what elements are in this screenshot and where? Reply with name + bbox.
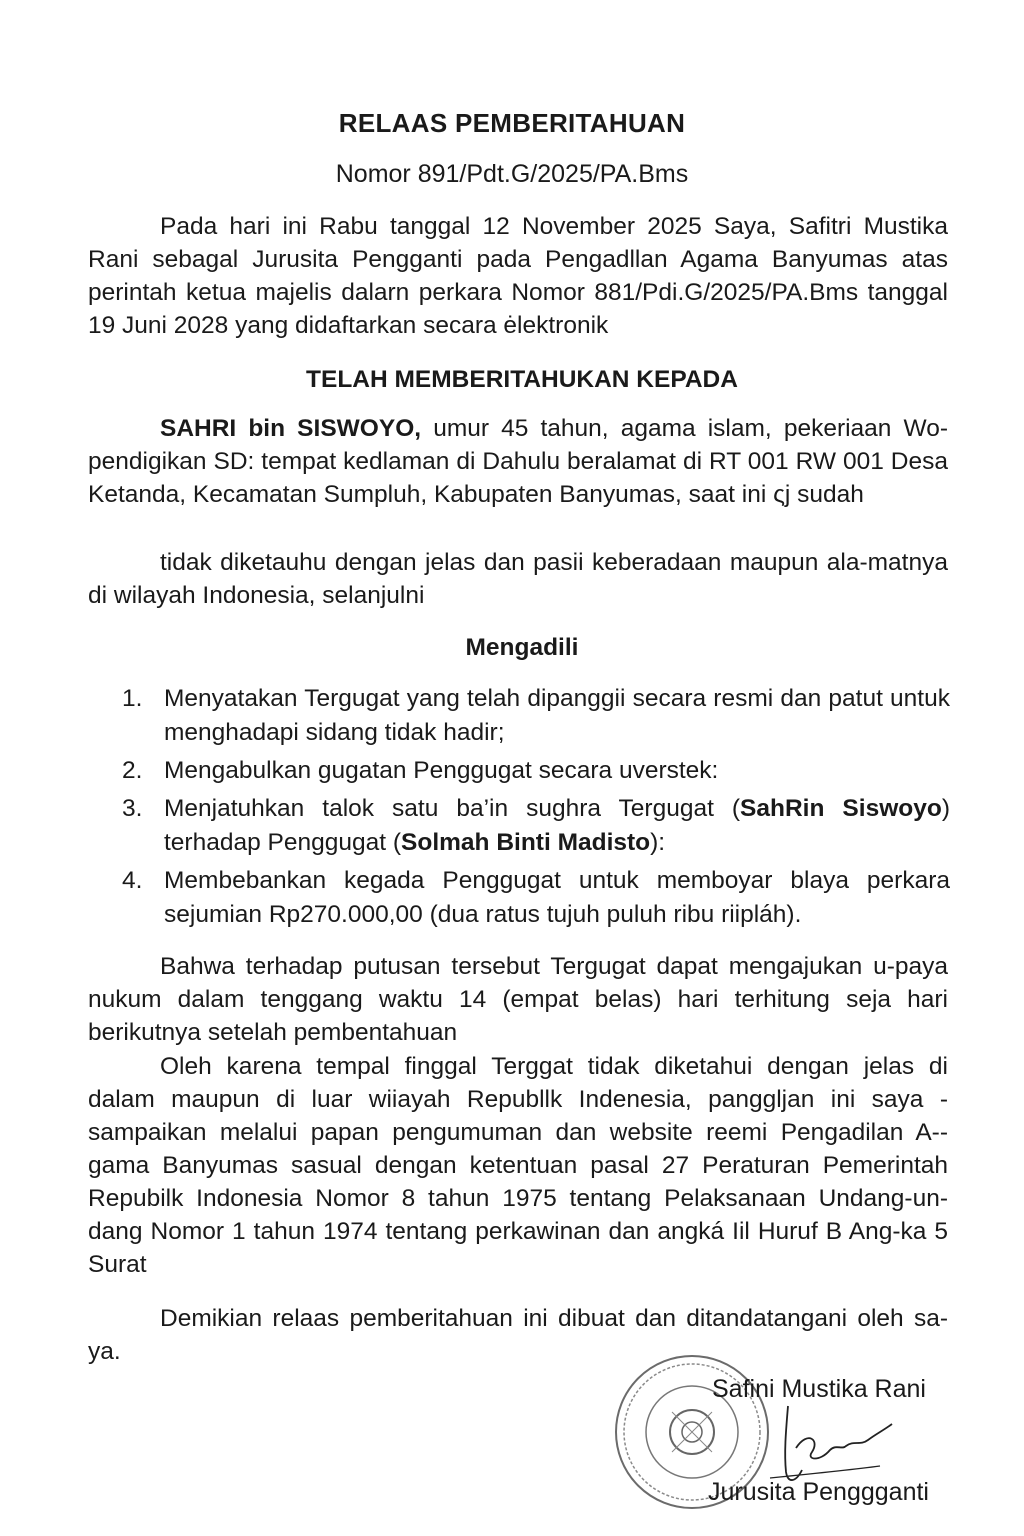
ruling-text: Menyatakan Tergugat yang telah dipanggii secara resmi dan patut untuk menghadapi sidang tidak hadir; — [164, 685, 950, 746]
signatory-name: Safini Mustika Rani — [712, 1375, 926, 1403]
ruling-text: Membebankan kegada Penggugat untuk memboyar blaya perkara sejumian Rp270.000,00 (dua ratus tujuh puluh ribu riipláh). — [164, 867, 950, 928]
party-description: umur 45 tahun, agama islam, pekeriaan Wo-pendigikan SD: tempat kedlaman di Dahulu beralamat di RT 001 RW 001 Desa Ketanda, Kecamatan Sumpluh, Kabupaten Banyumas, saat ini ςj sudah — [88, 415, 949, 508]
document-title: RELAAS PEMBERITAHUAN — [338, 108, 686, 138]
ruling-text: Menjatuhkan talok satu ba’in sughra Tergugat ( — [164, 795, 741, 822]
party-paragraph — [88, 412, 948, 511]
party-continuation: tidak diketauhu dengan jelas dan pasii keberadaan maupun ala-matnya di wilayah Indonesia, selanjulni — [88, 549, 948, 609]
ruling-number: 2. — [122, 757, 143, 784]
ruling-item — [120, 864, 950, 932]
ruling-list — [120, 682, 950, 936]
ruling-number: 4. — [122, 867, 143, 894]
defendant-name: SahRin Siswoyo — [740, 795, 942, 822]
summons-paragraph: Oleh karena tempal finggal Terggat tidak diketahui dengan jelas di dalam maupun di luar wiiayah Republlk Indenesia, panggljan ini saya - sampaikan melalui papan pengumuman dan website reemi Pengadilan A--gama Banyumas sasual dengan ketentuan pasal 27 Peraturan Pemerintah Repubilk Indonesia Nomor 8 tahun 1975 tentang Pelaksanaan Undang-un-dang Nomor 1 tahun 1974 tentang perkawinan dan angká Iil Huruf B Ang-ka 5 Surat — [88, 1053, 948, 1278]
appeal-paragraph: Bahwa terhadap putusan tersebut Tergugat dapat mengajukan u-paya nukum dalam tenggang waktu 14 (empat belas) hari terhitung seja hari berikutnya setelah pembentahuan — [88, 953, 948, 1046]
plaintiff-name: Solmah Binti Madisto — [401, 829, 651, 856]
ruling-text: Mengabulkan gugatan Penggugat secara uverstek: — [164, 757, 719, 784]
party-name: SAHRI bin SISWOYO, — [160, 415, 422, 442]
closing-paragraph: Demikian relaas pemberitahuan ini dibuat dan ditandatangani oleh sa-ya. — [88, 1305, 948, 1365]
ruling-number: 3. — [122, 795, 143, 822]
ruling-item — [120, 792, 950, 860]
ruling-item — [120, 682, 950, 750]
document-number: Nomor 891/Pdt.G/2025/PA.Bms — [335, 160, 689, 188]
signatory-role: Jurusita Penggganti — [708, 1478, 929, 1506]
intro-paragraph: Pada hari ini Rabu tanggal 12 November 2025 Saya, Safitri Mustika Rani sebagal Jurusita Pengganti pada Pengadllan Agama Banyumas atas perintah ketua majelis dalarn perkara Nomor 881/Pdi.G/2025/PA.Bms tanggal 19 Juni 2028 yang didaftarkan secara ėlektronik — [88, 213, 948, 339]
ruling-text: ): — [650, 829, 666, 856]
heading-kepada: TELAH MEMBERITAHUKAN KEPADA — [306, 366, 738, 393]
ruling-number: 1. — [122, 685, 143, 712]
handwritten-signature — [750, 1400, 900, 1490]
ruling-text: ) terhadap Penggugat ( — [164, 795, 950, 856]
heading-mengadili: Mengadili — [465, 634, 579, 661]
ruling-item — [120, 754, 950, 788]
